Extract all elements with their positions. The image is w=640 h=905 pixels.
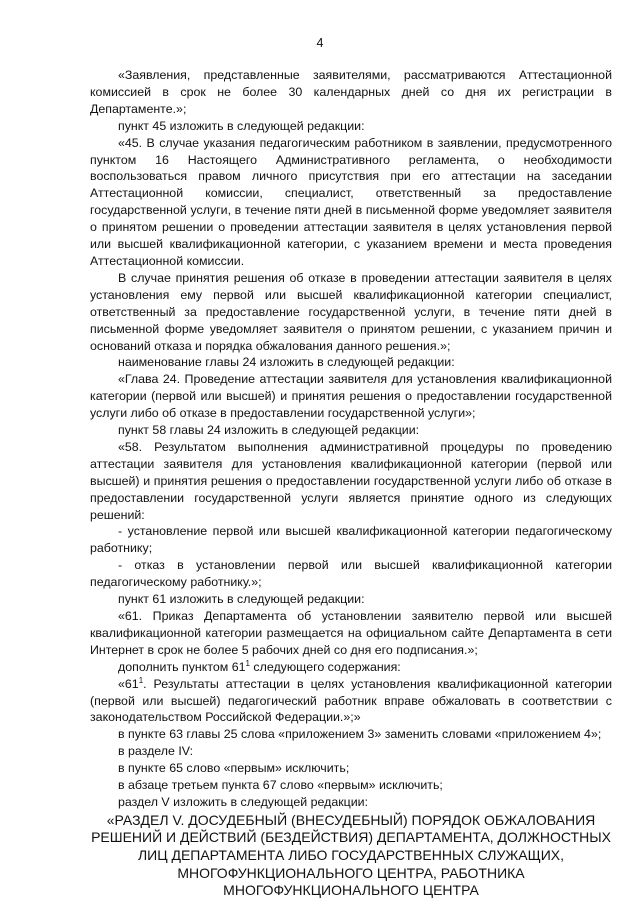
paragraph: - установление первой или высшей квалификационной категории педагогическому работнику; (90, 524, 612, 556)
paragraph: «61. Приказ Департамента об установлении заявителю первой или высшей квалификационной категории размещается на официальном сайте Департамента в сети Интернет в срок не более 5 рабочих дней со дня его подписания.»; (90, 609, 612, 657)
paragraph: в пункте 65 слово «первым» исключить; (118, 761, 350, 776)
document-body (90, 67, 612, 900)
paragraph: раздел V изложить в следующей редакции: (118, 794, 369, 809)
superscript: 1 (138, 675, 144, 685)
paragraph: «45. В случае указания педагогическим работником в заявлении, предусмотренного пунктом 16 Настоящего Административного регламента, о необходимости воспользоваться правом личного присутствия при его аттестации на заседании Аттестационной комиссии, специалист, ответственный за предоставление государственной услуги, в течение пяти дней в письменной форме уведомляет заявителя о принятом решении о проведении аттестации заявителя в целях установления первой или высшей квалификационной категории, с указанием времени и места проведения Аттестационной комиссии. (90, 135, 612, 268)
paragraph: «Глава 24. Проведение аттестации заявителя для установления квалификационной категории (первой или высшей) и принятия решения о предоставлении государственной услуги либо об отказе в предоставлении государственной услуги»; (90, 372, 612, 421)
paragraph (90, 676, 612, 727)
section-title: «РАЗДЕЛ V. ДОСУДЕБНЫЙ (ВНЕСУДЕБНЫЙ) ПОРЯДОК ОБЖАЛОВАНИЯ РЕШЕНИЙ И ДЕЙСТВИЙ (БЕЗДЕЙСТВИЯ) ДЕПАРТАМЕНТА, ДОЛЖНОСТНЫХ ЛИЦ ДЕПАРТАМЕНТА ЛИБО ГОСУДАРСТВЕННЫХ СЛУЖАЩИХ, МНОГОФУНКЦИОНАЛЬНОГО ЦЕНТРА, РАБОТНИКА МНОГОФУНКЦИОНАЛЬНОГО ЦЕНТРА (91, 811, 611, 899)
paragraph: пункт 61 изложить в следующей редакции: (118, 592, 365, 607)
paragraph: в пункте 63 главы 25 слова «приложением 3» заменить словами «приложением 4»; (118, 727, 602, 742)
paragraph: наименование главы 24 изложить в следующей редакции: (118, 355, 455, 370)
text-fragment: . Результаты аттестации в целях установления квалификационной категории (первой или высшей) педагогический работник вправе обжаловать в соответствии с законодательством Российской Федерации.»;» (90, 676, 612, 725)
text-fragment: дополнить пунктом 61 (118, 659, 246, 674)
paragraph (90, 659, 612, 676)
page-number: 4 (316, 36, 324, 50)
paragraph: в разделе IV: (118, 744, 194, 759)
paragraph: пункт 45 изложить в следующей редакции: (118, 118, 365, 133)
text-fragment: «61 (118, 676, 139, 691)
paragraph: пункт 58 главы 24 изложить в следующей редакции: (118, 423, 420, 438)
paragraph: «Заявления, представленные заявителями, рассматриваются Аттестационной комиссией в срок не более 30 календарных дней со дня их регистрации в Департаменте.»; (90, 68, 612, 116)
paragraph: В случае принятия решения об отказе в проведении аттестации заявителя в целях установления ему первой или высшей квалификационной категории специалист, ответственный за предоставление государственной услуги, в течение пяти дней в письменной форме уведомляет заявителя о принятом решении, с указанием причин и оснований отказа и порядка обжалования данного решения.»; (90, 270, 612, 353)
superscript: 1 (245, 658, 250, 668)
text-fragment: следующего содержания: (249, 659, 401, 674)
paragraph: «58. Результатом выполнения административной процедуры по проведению аттестации заявителя для установления квалификационной категории (первой или высшей) и принятия решения о предоставлении государственной услуги либо об отказе в предоставлении государственной услуги является принятие одного из следующих решений: (90, 439, 612, 522)
paragraph: - отказ в установлении первой или высшей квалификационной категории педагогическому работнику.»; (90, 558, 612, 590)
paragraph: в абзаце третьем пункта 67 слово «первым» исключить; (118, 778, 443, 793)
